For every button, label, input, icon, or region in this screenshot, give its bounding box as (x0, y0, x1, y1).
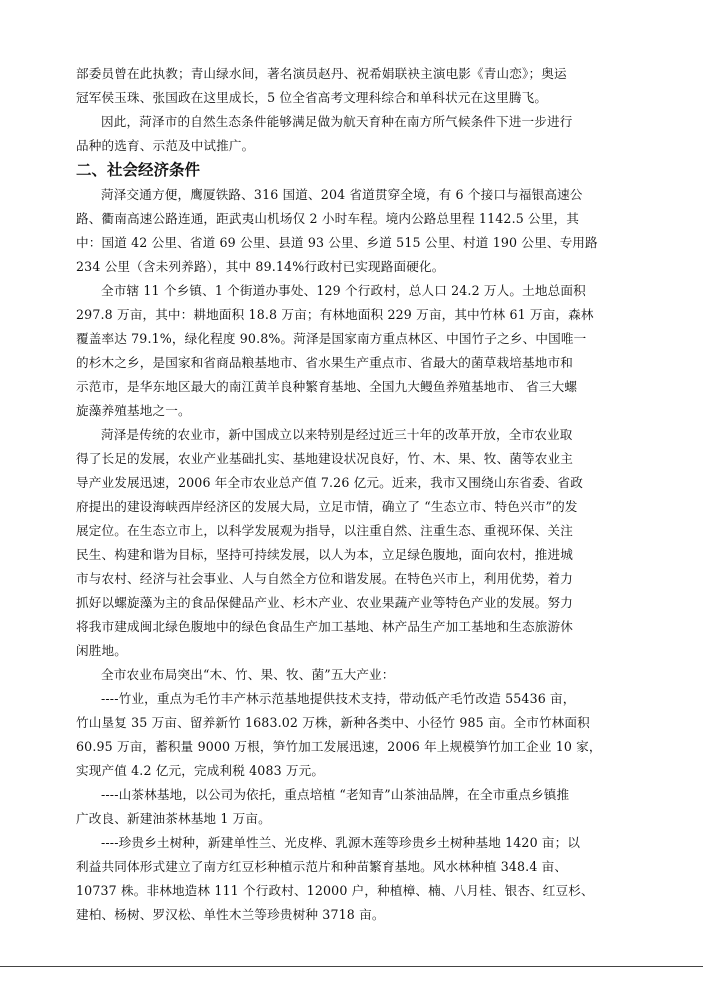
text-line: 示范市，是华东地区最大的南江黄羊良种繁育基地、全国九大鳗鱼养殖基地市、 省三大螺 (76, 379, 578, 394)
text-line: 竹山垦复 35 万亩、留养新竹 1683.02 万株，新种各类中、小径竹 985 亩。全市竹林面积 (76, 715, 590, 730)
text-line: ----珍贵乡土树种，新建单性兰、光皮桦、乳源木莲等珍贵乡土树种基地 1420 亩；以 (101, 835, 581, 850)
text-line: 全市农业布局突出“木、竹、果、牧、菌”五大产业： (101, 667, 395, 682)
text-line: 得了长足的发展，农业产业基础扎实、基地建设状况良好，竹、木、果、牧、菌等农业主 (76, 451, 574, 466)
text-line: 10737 株。非林地造林 111 个行政村、12000 户，种植樟、楠、八月桂、银杏、红豆杉、 (76, 883, 594, 898)
text-line: ----竹业，重点为毛竹丰产林示范基地提供技术支持，带动低产毛竹改造 55436 亩， (101, 691, 576, 706)
text-line: 广改良、新建油茶林基地 1 万亩。 (76, 811, 271, 826)
text-line: 展定位。在生态立市上，以科学发展观为指导，以注重自然、注重生态、重视环保、关注 (76, 523, 574, 538)
text-line: ----山茶林基地，以公司为依托，重点培植 “老知青”山茶油品牌，在全市重点乡镇推 (101, 787, 570, 802)
text-line: 全市辖 11 个乡镇、1 个街道办事处、129 个行政村，总人口 24.2 万人。土地总面积 (101, 283, 586, 298)
text-line: 234 公里（含未列养路），其中 89.14%行政村已实现路面硬化。 (76, 259, 445, 274)
text-line: 路、衢南高速公路连通，距武夷山机场仅 2 小时车程。境内公路总里程 1142.5 公里，其 (76, 211, 580, 226)
text-line: 冠军侯玉珠、张国政在这里成长，5 位全省高考文理科综合和单科状元在这里腾飞。 (76, 90, 548, 105)
text-line: 市与农村、经济与社会事业、人与自然全方位和谐发展。在特色兴市上，利用优势，着力 (76, 571, 574, 586)
text-line: 的杉木之乡，是国家和省商品粮基地市、省水果生产重点市、省最大的菌草栽培基地市和 (76, 355, 574, 370)
text-line: 闲胜地。 (76, 643, 127, 658)
text-line: 利益共同体形式建立了南方红豆杉种植示范片和种苗繁育基地。风水林种植 348.4 亩、 (76, 859, 568, 874)
text-line: 60.95 万亩，蓄积量 9000 万根，笋竹加工发展迅速，2006 年上规模笋竹加工企业 10 家， (76, 739, 602, 754)
text-line: 因此，菏泽市的自然生态条件能够满足做为航天育种在南方所气候条件下进一步进行 (101, 114, 573, 129)
text-line: 旋藻养殖基地之一。 (76, 403, 191, 418)
text-line: 品种的选育、示范及中试推广。 (76, 138, 255, 153)
text-line: 菏泽交通方便，鹰厦铁路、316 国道、204 省道贯穿全境，有 6 个接口与福银高速公 (101, 187, 583, 202)
text-line: 民生、构建和谐为目标，坚持可持续发展，以人为本，立足绿色腹地，面向农村，推进城 (76, 547, 574, 562)
text-line: 实现产值 4.2 亿元，完成利税 4083 万元。 (76, 763, 325, 778)
text-line: 297.8 万亩，其中：耕地面积 18.8 万亩；有林地面积 229 万亩，其中竹林 61 万亩，森林 (76, 307, 594, 322)
text-line: 覆盖率达 79.1%，绿化程度 90.8%。菏泽是国家南方重点林区、中国竹子之乡、中国唯一 (76, 331, 587, 346)
text-line: 建柏、杨树、罗汉松、单性木兰等珍贵树种 3718 亩。 (76, 907, 385, 922)
text-line: 将我市建成闽北绿色腹地中的绿色食品生产加工基地、林产品生产加工基地和生态旅游休 (76, 619, 574, 634)
text-line: 导产业发展迅速，2006 年全市农业总产值 7.26 亿元。近来，我市又围绕山东省委、省政 (76, 475, 584, 490)
text-line: 府提出的建设海峡西岸经济区的发展大局，立足市情，确立了 “生态立市、特色兴市”的发 (76, 499, 578, 514)
footer-rule (0, 966, 703, 967)
document-body (76, 62, 631, 927)
section-heading: 二、社会经济条件 (76, 161, 201, 179)
text-line: 中：国道 42 公里、省道 69 公里、县道 93 公里、乡道 515 公里、村道 190 公里、专用路 (76, 235, 598, 250)
text-line: 菏泽是传统的农业市，新中国成立以来特别是经过近三十年的改革开放，全市农业取 (101, 427, 573, 442)
text-line: 部委员曾在此执教；青山绿水间，著名演员赵丹、祝希娟联袂主演电影《青山恋》；奥运 (76, 66, 567, 81)
text-line: 抓好以螺旋藻为主的食品保健品产业、杉木产业、农业果蔬产业等特色产业的发展。努力 (76, 595, 574, 610)
